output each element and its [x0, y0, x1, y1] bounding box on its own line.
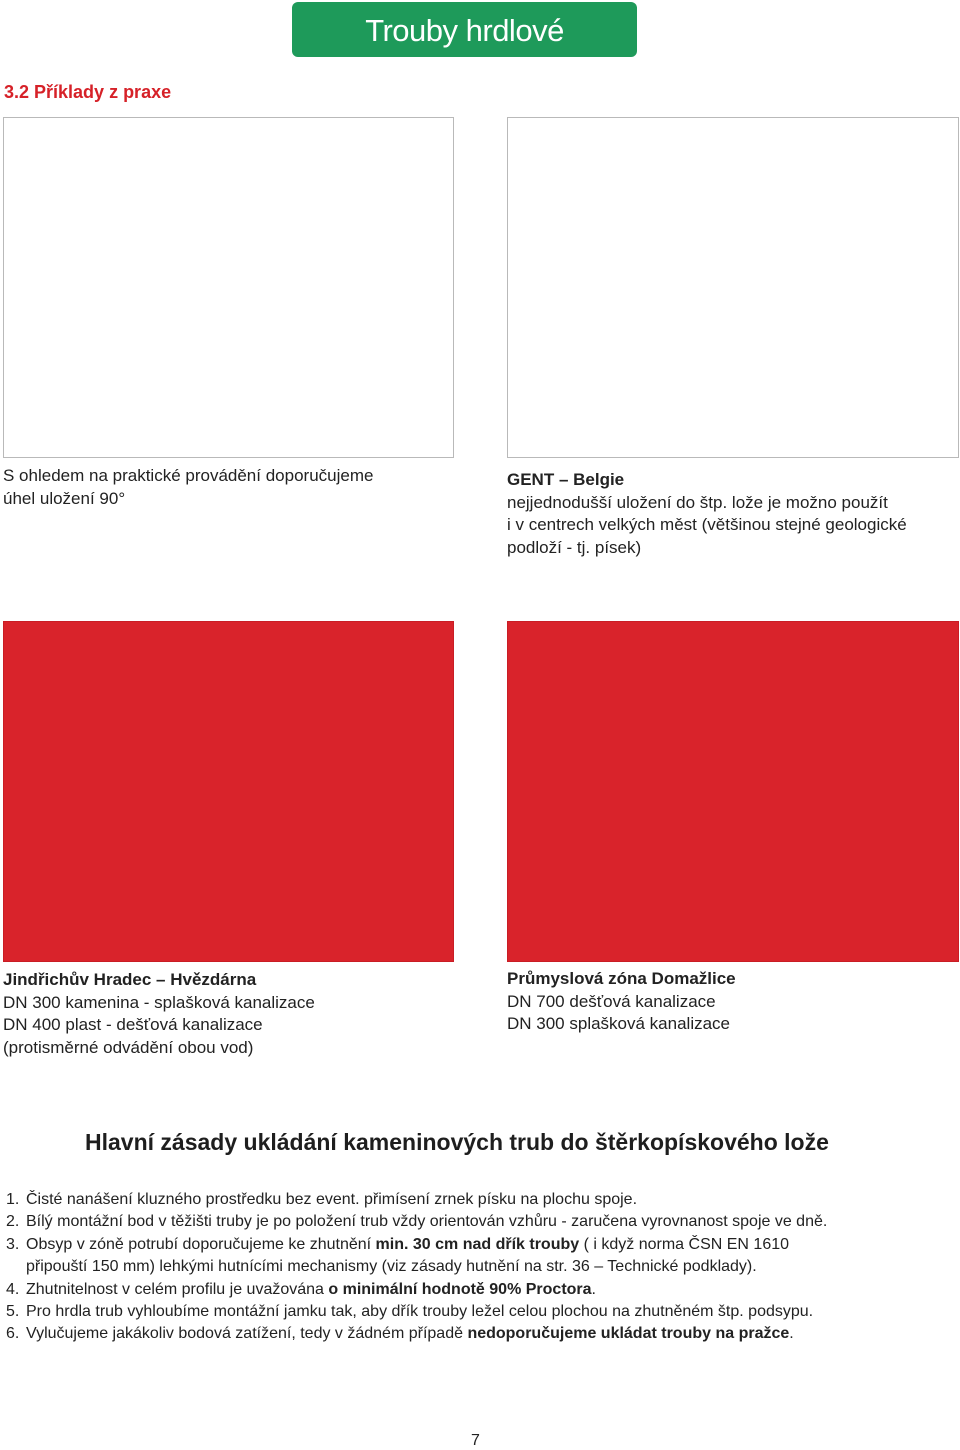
caption-top-left — [3, 465, 373, 510]
header-title-tab: Trouby hrdlové — [292, 2, 637, 57]
list-item — [6, 1301, 956, 1323]
caption-line: (protisměrné odvádění obou vod) — [3, 1037, 254, 1057]
caption-line: DN 700 dešťová kanalizace — [507, 991, 716, 1011]
item-text: Vylučujeme jakákoliv bodová zatížení, tedy v žádném případě — [26, 1325, 468, 1343]
section-heading: 3.2 Příklady z praxe — [4, 82, 172, 102]
list-item — [6, 1279, 956, 1301]
caption-line: nejjednodušší uložení do štp. lože je možno použít — [507, 492, 888, 512]
item-text: Obsyp v zóně potrubí doporučujeme ke zhutnění — [26, 1235, 376, 1253]
item-number: 2. — [6, 1213, 20, 1231]
photo-bottom-right — [507, 621, 959, 962]
page-number: 7 — [471, 1432, 480, 1449]
item-number: 4. — [6, 1280, 20, 1298]
caption-title: Průmyslová zóna Domažlice — [507, 969, 736, 988]
photo-bottom-left — [3, 621, 454, 962]
item-text-bold: min. 30 cm nad dřík trouby — [375, 1235, 580, 1253]
principles-list — [6, 1189, 956, 1346]
item-text: . — [591, 1280, 596, 1298]
caption-line: i v centrech velkých měst (většinou stejné geologické — [507, 515, 907, 534]
photo-top-right — [507, 117, 959, 458]
item-text: Zhutnitelnost v celém profilu je uvažována — [26, 1280, 329, 1298]
caption-line: DN 300 kamenina - splašková kanalizace — [3, 992, 315, 1012]
item-text-continuation: připouští 150 mm) lehkými hutnícími mechanismy (viz zásady hutnění na str. 36 – Technické podklady). — [26, 1258, 757, 1276]
caption-line: podloží - tj. písek) — [507, 537, 642, 557]
caption-title: Jindřichův Hradec – Hvězdárna — [3, 970, 257, 989]
caption-title: GENT – Belgie — [507, 470, 625, 489]
item-number: 1. — [6, 1191, 20, 1208]
item-number: 5. — [6, 1303, 20, 1321]
caption-line: S ohledem na praktické provádění doporučujeme — [3, 466, 374, 485]
caption-line: úhel uložení 90° — [3, 488, 126, 508]
item-text: Bílý montážní bod v těžišti truby je po položení trub vždy orientován vzhůru - zaručena vyrovnanost spoje ve dně. — [26, 1213, 828, 1231]
item-number: 6. — [6, 1325, 20, 1343]
item-text: Pro hrdla trub vyhloubíme montážní jamku tak, aby dřík trouby ležel celou plochou na zhutněném štp. podsypu. — [26, 1303, 814, 1321]
item-number: 3. — [6, 1235, 20, 1253]
item-text-bold: nedoporučujeme ukládat trouby na pražce — [467, 1325, 790, 1343]
list-item — [6, 1189, 956, 1211]
item-text: ( i když norma ČSN EN 1610 — [579, 1235, 790, 1253]
item-text: . — [789, 1325, 794, 1343]
list-item — [6, 1211, 956, 1233]
caption-top-right — [507, 469, 907, 559]
list-item — [6, 1323, 956, 1345]
list-item — [6, 1234, 956, 1279]
caption-bottom-right — [507, 968, 736, 1036]
photo-top-left — [3, 117, 454, 458]
caption-line: DN 400 plast - dešťová kanalizace — [3, 1015, 263, 1034]
item-text-bold: o minimální hodnotě 90% Proctora — [328, 1280, 592, 1298]
caption-bottom-left — [3, 969, 315, 1059]
caption-line: DN 300 splašková kanalizace — [507, 1014, 731, 1033]
principles-heading: Hlavní zásady ukládání kameninových trub do štěrkopískového lože — [85, 1129, 829, 1155]
item-text: Čisté nanášení kluzného prostředku bez event. přimísení zrnek písku na plochu spoje. — [26, 1191, 638, 1208]
